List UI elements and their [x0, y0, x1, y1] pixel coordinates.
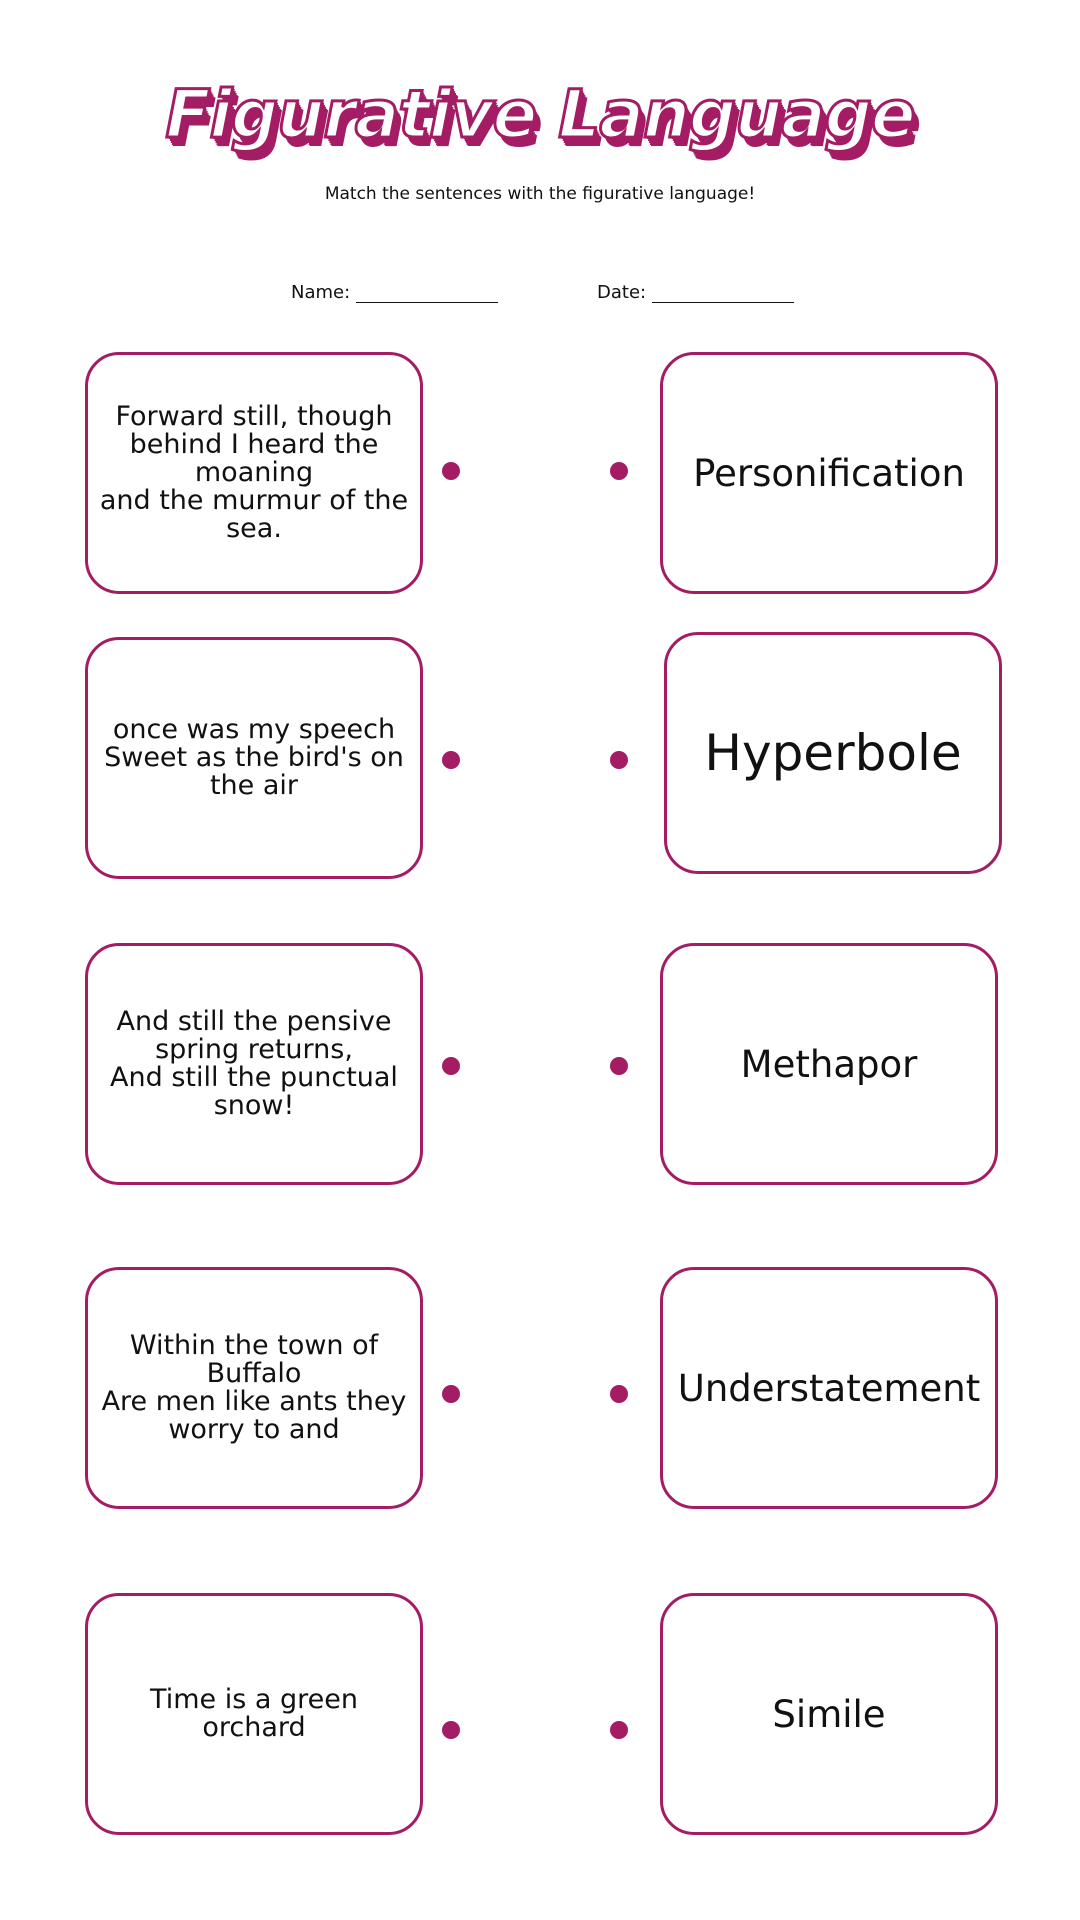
term-text-1: Personification [693, 451, 965, 495]
sentence-text-3: And still the pensive spring returns, And still the punctual snow! [110, 1006, 398, 1121]
sentence-card-5 [85, 1593, 423, 1835]
sentence-match-dot-2[interactable] [442, 751, 460, 769]
sentence-text-1: Forward still, though behind I heard the moaning and the murmur of the sea. [99, 401, 409, 544]
term-text-2: Hyperbole [704, 724, 962, 782]
sentence-text-5: Time is a green orchard [150, 1684, 358, 1743]
term-match-dot-3[interactable] [610, 1057, 628, 1075]
sentence-match-dot-3[interactable] [442, 1057, 460, 1075]
date-field [597, 282, 794, 303]
worksheet-title: Figurative Language [165, 76, 915, 153]
term-card-2 [664, 632, 1002, 874]
term-text-4: Understatement [677, 1366, 981, 1410]
sentence-match-dot-4[interactable] [442, 1385, 460, 1403]
date-blank-line [652, 282, 794, 303]
sentence-text-4: Within the town of Buffalo Are men like ants they worry to and [101, 1330, 407, 1445]
sentence-text-2: once was my speech Sweet as the bird's on the air [104, 714, 404, 801]
sentence-card-1 [85, 352, 423, 594]
sentence-card-2 [85, 637, 423, 879]
name-label: Name: [291, 282, 351, 303]
sentence-card-4 [85, 1267, 423, 1509]
sentence-match-dot-1[interactable] [442, 462, 460, 480]
sentence-card-3 [85, 943, 423, 1185]
name-field [291, 282, 498, 303]
term-card-1 [660, 352, 998, 594]
term-text-3: Methapor [740, 1042, 918, 1086]
sentence-match-dot-5[interactable] [442, 1721, 460, 1739]
name-blank-line [356, 282, 498, 303]
term-match-dot-4[interactable] [610, 1385, 628, 1403]
term-match-dot-1[interactable] [610, 462, 628, 480]
term-card-3 [660, 943, 998, 1185]
term-match-dot-5[interactable] [610, 1721, 628, 1739]
date-label: Date: [597, 282, 647, 303]
term-text-5: Simile [772, 1692, 886, 1736]
term-card-4 [660, 1267, 998, 1509]
term-match-dot-2[interactable] [610, 751, 628, 769]
term-card-5 [660, 1593, 998, 1835]
worksheet-instructions: Match the sentences with the figurative language! [324, 184, 756, 204]
